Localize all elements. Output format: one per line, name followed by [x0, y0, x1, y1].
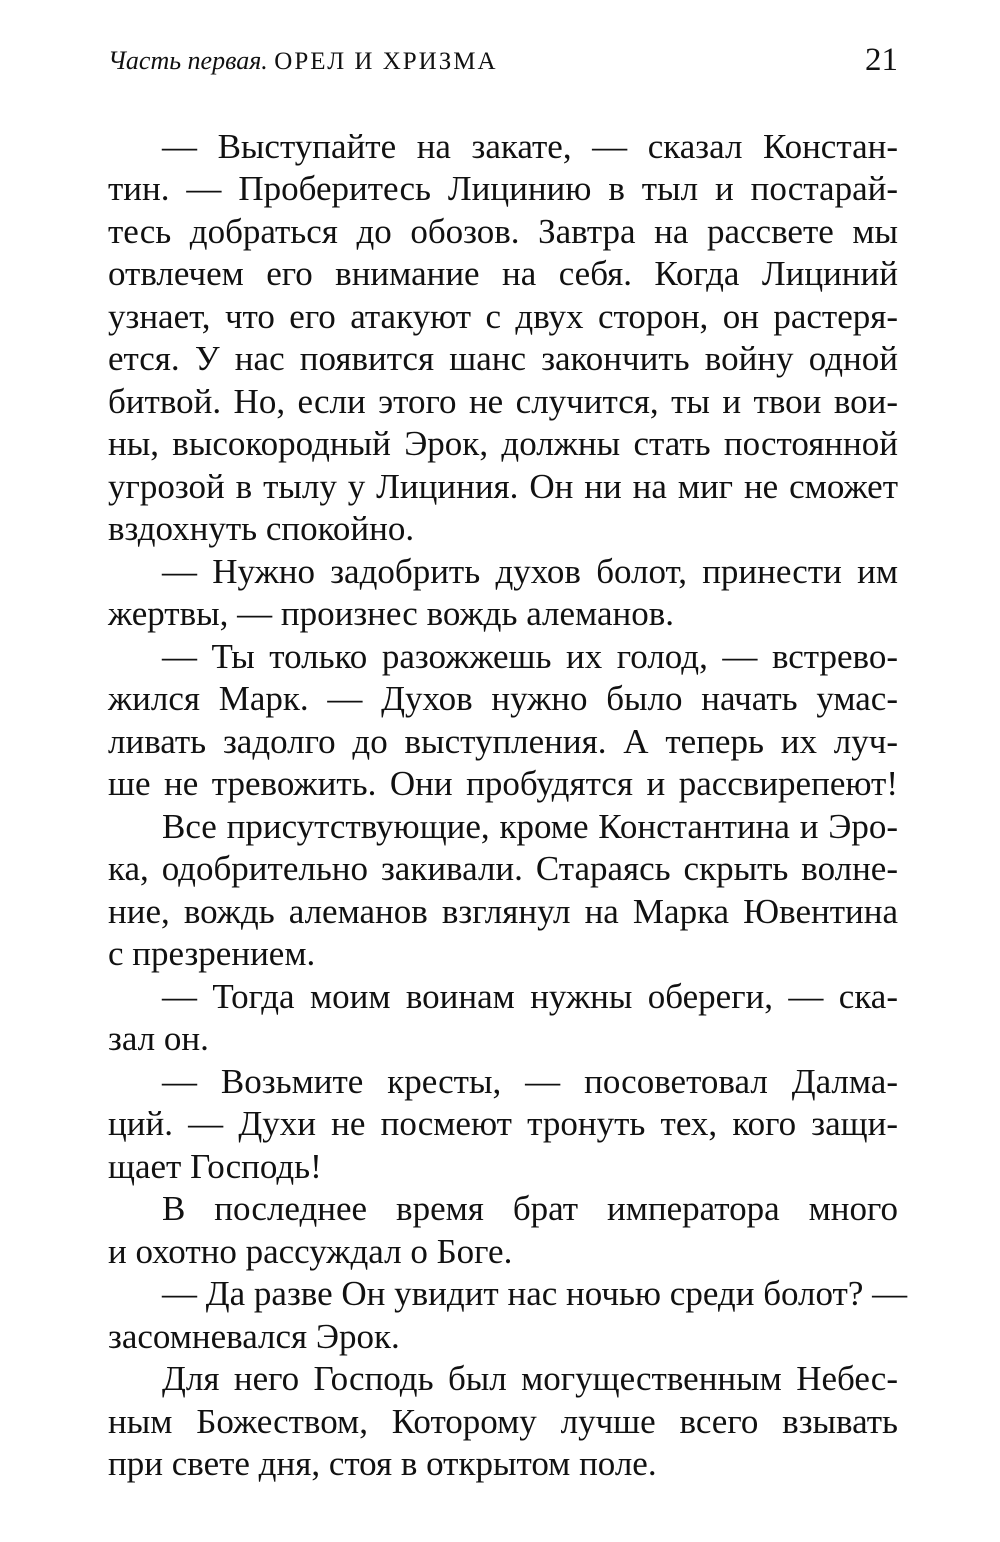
text-line: ние, вождь алеманов взглянул на Марка Ювентина	[108, 892, 898, 931]
text-line: с презрением.	[108, 934, 316, 973]
text-line: битвой. Но, если этого не случится, ты и твои вои-	[108, 382, 898, 421]
text-line: отвлечем его внимание на себя. Когда Лициний	[108, 254, 898, 293]
text-line: — Возьмите кресты, — посоветовал Далма-	[162, 1062, 898, 1101]
text-line: тин. — Проберитесь Лицинию в тыл и постарай-	[108, 169, 898, 208]
chapter-title: ОРЕЛ И ХРИЗМА	[274, 48, 498, 75]
text-line: щает Господь!	[108, 1147, 322, 1186]
text-line: — Тогда моим воинам нужны обереги, — ска-	[162, 977, 898, 1016]
text-line: тесь добраться до обозов. Завтра на рассвете мы	[108, 212, 898, 251]
text-line: В последнее время брат императора много	[162, 1189, 898, 1228]
text-line: ций. — Духи не посмеют тронуть тех, кого защи-	[108, 1104, 898, 1143]
text-line: — Ты только разожжешь их голод, — встрево-	[162, 637, 898, 676]
running-title	[108, 46, 498, 76]
text-line: жертвы, — произнес вождь алеманов.	[108, 594, 674, 633]
text-line: ливать задолго до выступления. А теперь их луч-	[108, 722, 898, 761]
text-line: — Выступайте на закате, — сказал Констан-	[162, 127, 898, 166]
text-line: узнает, что его атакуют с двух сторон, он растеря-	[108, 297, 898, 336]
text-line: вздохнуть спокойно.	[108, 509, 415, 548]
text-line: ным Божеством, Которому лучше всего взывать	[108, 1402, 898, 1441]
text-line: жился Марк. — Духов нужно было начать умас-	[108, 679, 898, 718]
text-line: Для него Господь был могущественным Небес-	[162, 1359, 898, 1398]
text-line: Все присутствующие, кроме Константина и Эро-	[162, 807, 898, 846]
text-line: ется. У нас появится шанс закончить войну одной	[108, 339, 898, 378]
part-label: Часть первая.	[108, 46, 268, 75]
text-line: засомневался Эрок.	[108, 1317, 400, 1356]
text-line: зал он.	[108, 1019, 209, 1058]
text-line: и охотно рассуждал о Боге.	[108, 1232, 513, 1271]
text-line: ны, высокородный Эрок, должны стать постоянной	[108, 424, 898, 463]
text-line: при свете дня, стоя в открытом поле.	[108, 1444, 657, 1483]
text-line: — Да разве Он увидит нас ночью среди болот? —	[162, 1274, 908, 1313]
text-line: угрозой в тылу у Лициния. Он ни на миг не сможет	[108, 467, 898, 506]
page-number: 21	[865, 42, 898, 78]
text-line: ше не тревожить. Они пробудятся и рассвирепеют!	[108, 764, 898, 803]
text-line: — Нужно задобрить духов болот, принести им	[162, 552, 898, 591]
text-line: ка, одобрительно закивали. Стараясь скрыть волне-	[108, 849, 898, 888]
running-header	[108, 42, 898, 82]
